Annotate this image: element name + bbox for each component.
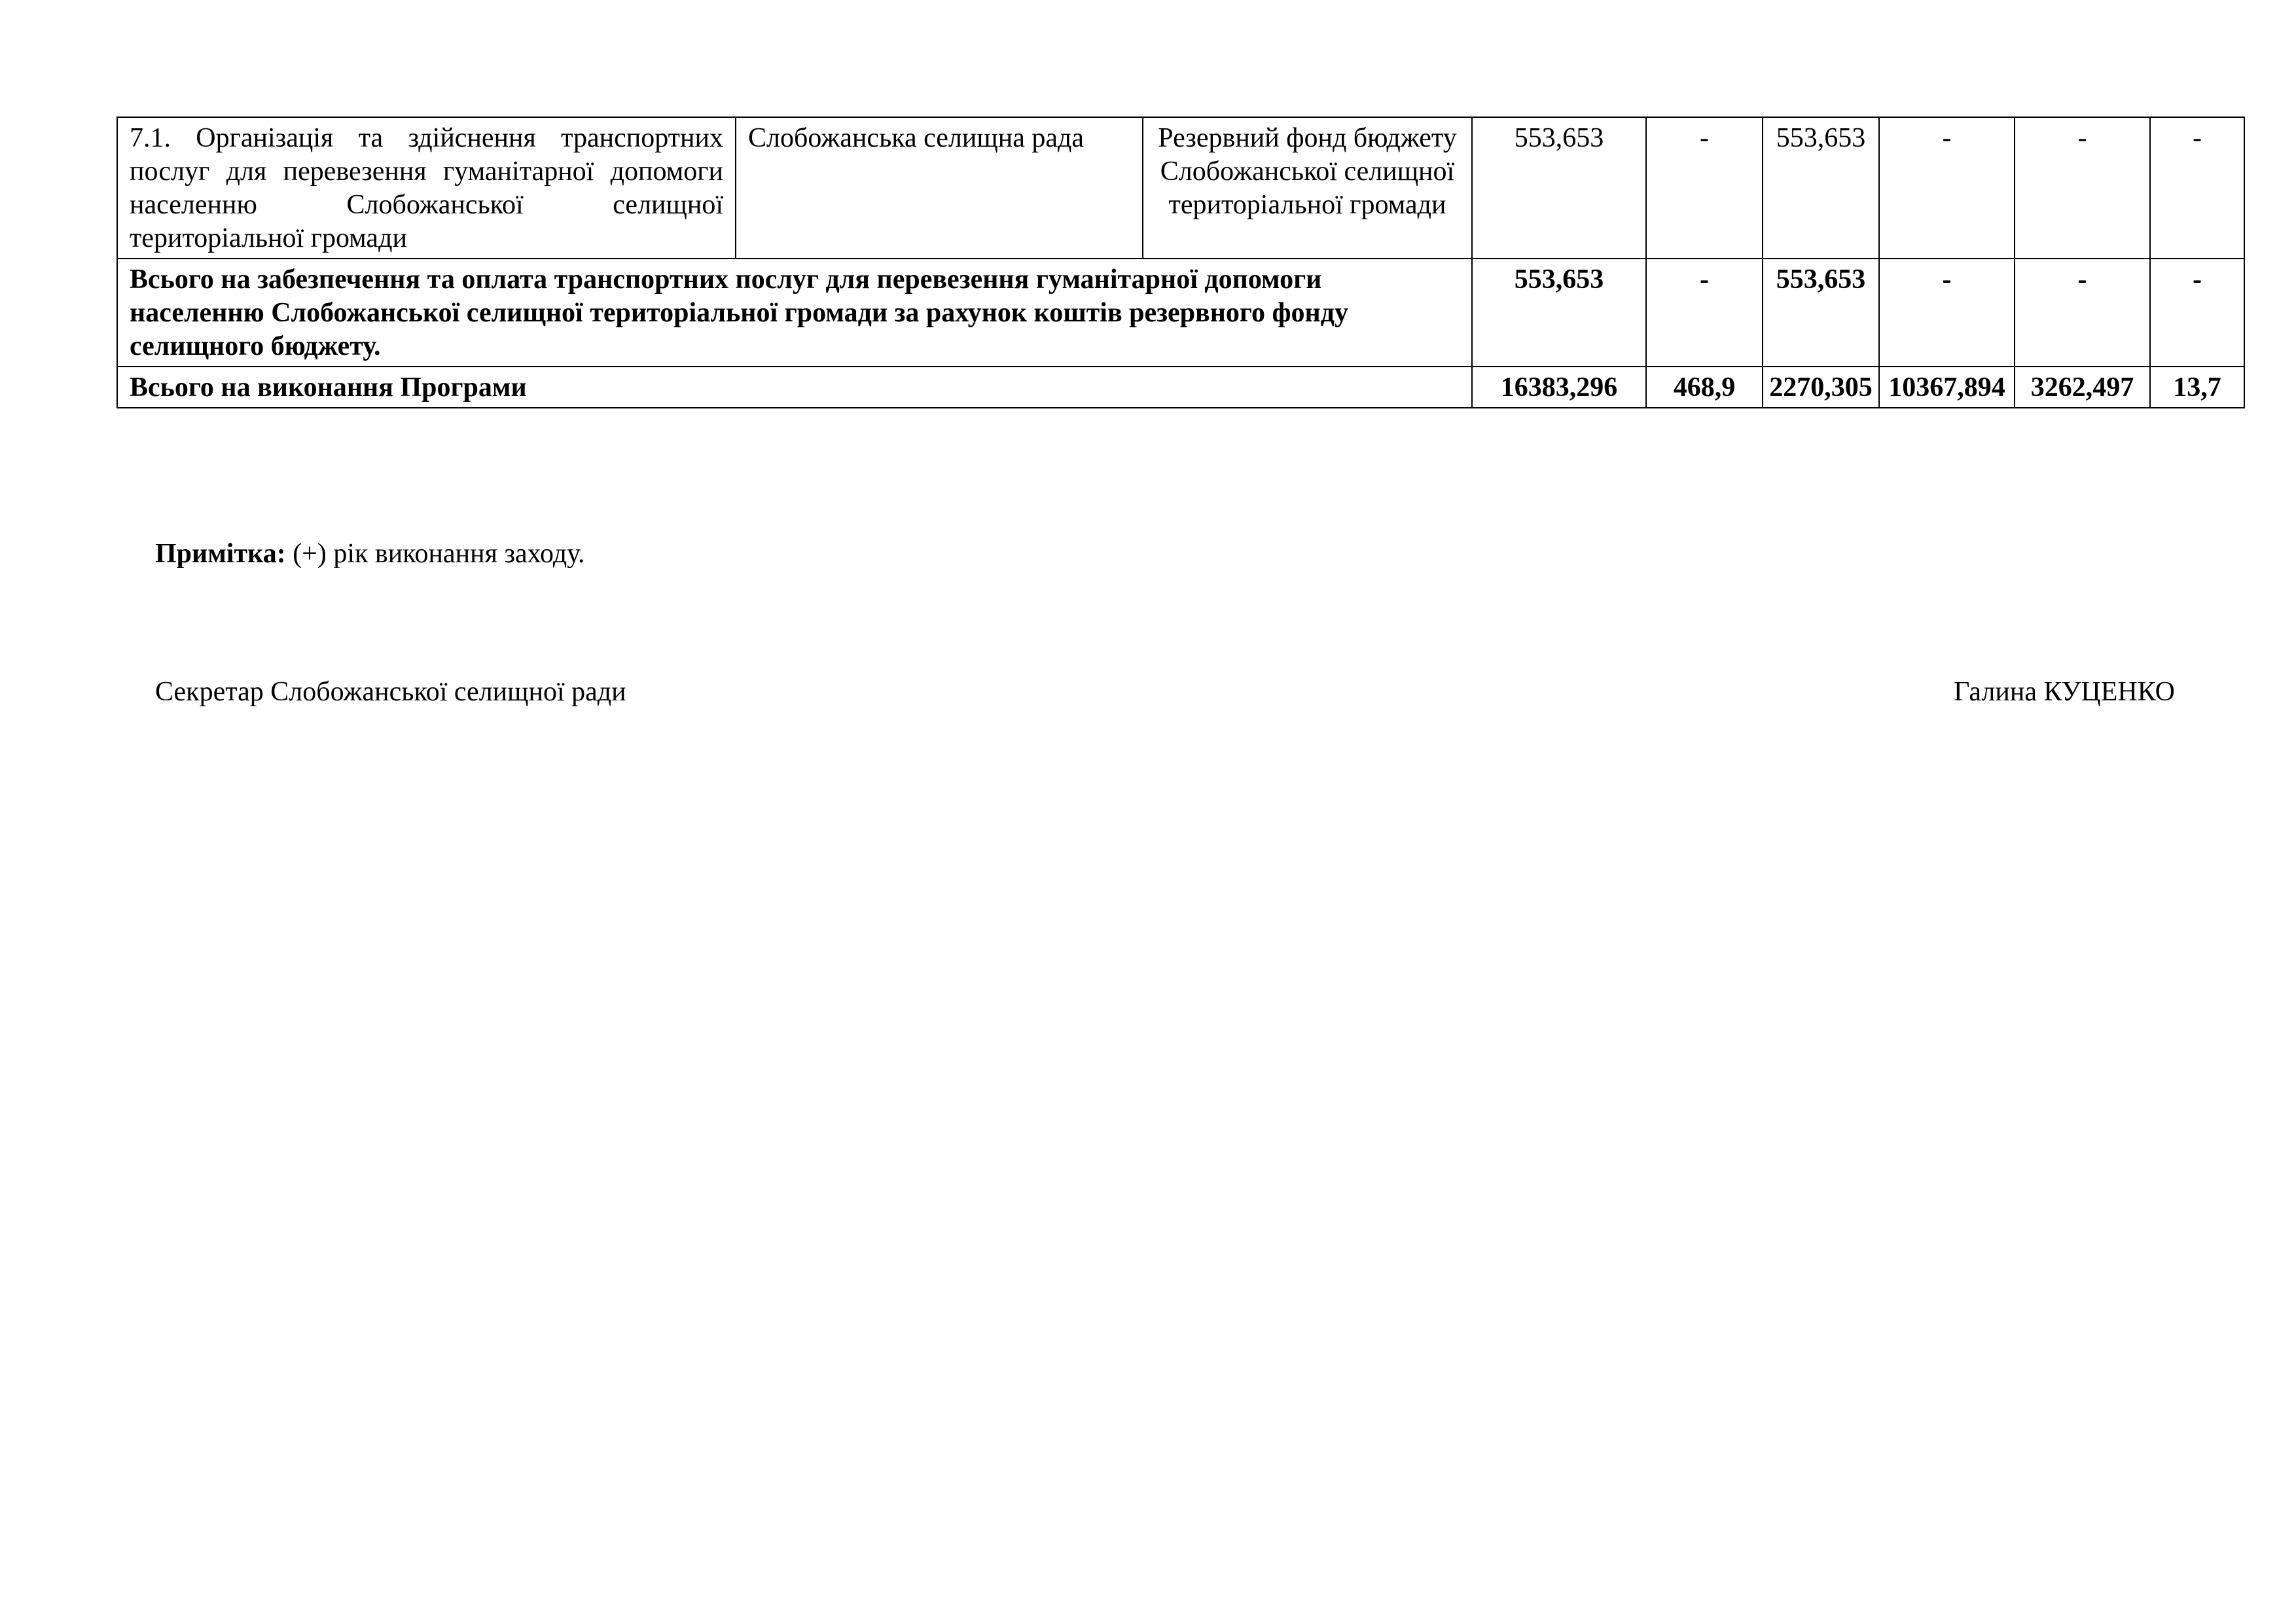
year-amount-cell: - bbox=[2015, 259, 2150, 367]
year-amount-cell: 468,9 bbox=[1646, 367, 1763, 408]
total-amount-cell: 553,653 bbox=[1472, 259, 1646, 367]
year-amount-cell: 2270,305 bbox=[1763, 367, 1879, 408]
year-amount-cell: 553,653 bbox=[1763, 117, 1879, 259]
table-row-subtotal bbox=[117, 259, 2244, 367]
footnote-text: (+) рік виконання заходу. bbox=[285, 539, 585, 569]
table-row-measure bbox=[117, 117, 2244, 259]
total-amount-cell: 553,653 bbox=[1472, 117, 1646, 259]
subtotal-label-cell: Всього на забезпечення та оплата транспортних послуг для перевезення гуманітарної допомоги населенню Слобожанської селищної територіальної громади за рахунок коштів резервного фонду селищного бюджету. bbox=[117, 259, 1472, 367]
year-amount-cell: 3262,497 bbox=[2015, 367, 2150, 408]
program-budget-table bbox=[117, 117, 2245, 408]
funding-source-cell: Резервний фонд бюджету Слобожанської селищної територіальної громади bbox=[1143, 117, 1472, 259]
grand-total-label-cell: Всього на виконання Програми bbox=[117, 367, 1472, 408]
year-amount-cell: 13,7 bbox=[2150, 367, 2244, 408]
footnote bbox=[155, 537, 584, 571]
signatory-name: Галина КУЦЕНКО bbox=[1954, 677, 2175, 707]
total-amount-cell: 16383,296 bbox=[1472, 367, 1646, 408]
year-amount-cell: - bbox=[2015, 117, 2150, 259]
executor-cell: Слобожанська селищна рада bbox=[736, 117, 1143, 259]
year-amount-cell: - bbox=[1879, 259, 2015, 367]
year-amount-cell: - bbox=[1646, 117, 1763, 259]
measure-name-cell: 7.1. Організація та здійснення транспортних послуг для перевезення гуманітарної допомоги населенню Слобожанської селищної територіальної громади bbox=[117, 117, 736, 259]
footnote-label: Примітка: bbox=[155, 539, 286, 569]
year-amount-cell: - bbox=[1646, 259, 1763, 367]
year-amount-cell: - bbox=[1879, 117, 2015, 259]
year-amount-cell: 10367,894 bbox=[1879, 367, 2015, 408]
signatory-position: Секретар Слобожанської селищної ради bbox=[155, 677, 626, 707]
year-amount-cell: 553,653 bbox=[1763, 259, 1879, 367]
table-row-grand-total bbox=[117, 367, 2244, 408]
year-amount-cell: - bbox=[2150, 259, 2244, 367]
year-amount-cell: - bbox=[2150, 117, 2244, 259]
